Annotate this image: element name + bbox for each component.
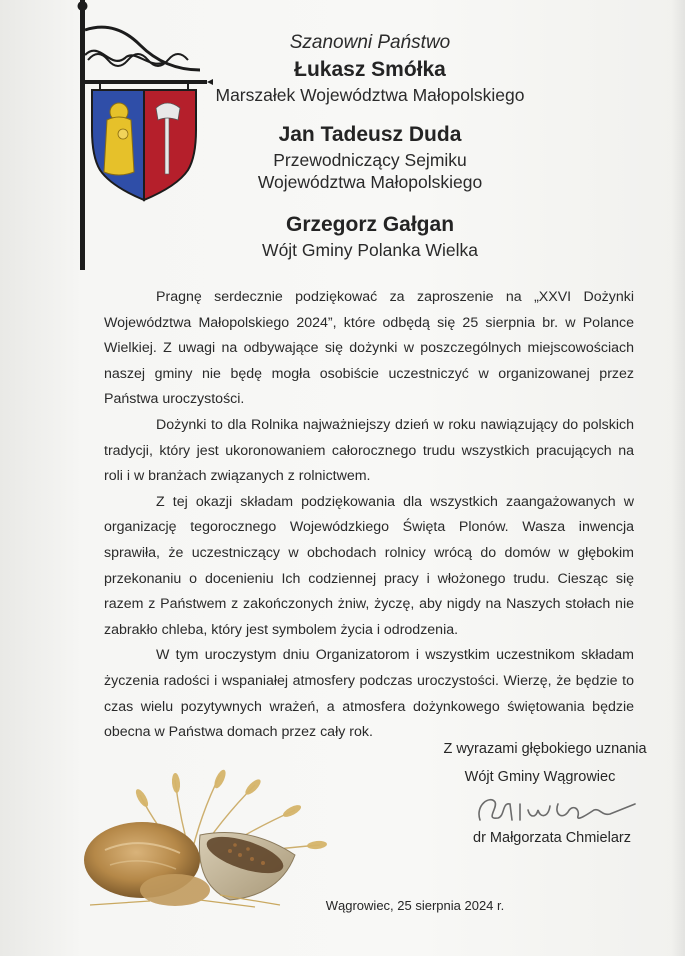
bread-and-wheat-icon bbox=[80, 765, 340, 915]
place-and-date: Wągrowiec, 25 sierpnia 2024 r. bbox=[325, 898, 505, 913]
recipient-block-1 bbox=[205, 58, 535, 106]
body-paragraph: Pragnę serdecznie podziękować za zaproszenie na „XXVI Dożynki Województwa Małopolskiego 2024”, które odbędą się 25 sierpnia br. w Polance Wielkiej. Z uwagi na odbywające się dożynki w poszczególnych miejscowościach naszej gminy nie będę mogła osobiście uczestniczyć w organizowanej przez Państwa uroczystości. bbox=[104, 289, 634, 408]
body-paragraph: Z tej okazji składam podziękowania dla wszystkich zaangażowanych w organizację tegorocznego Wojewódzkiego Święta Plonów. Wasza inwencja sprawiła, że uczestniczący w obchodach rolnicy wrócą do domów w głębokim przekonaniu o docenieniu Ich codziennej pracy i włożonego trudu. Ciesząc się razem z Państwem z zakończonych żniw, życzę, aby nigdy na Naszych stołach nie zabrakło chleba, który jest symbolem życia i odrodzenia. bbox=[104, 493, 634, 638]
closing-regards: Z wyrazami głębokiego uznania bbox=[443, 741, 647, 757]
recipient-role: Wójt Gminy Polanka Wielka bbox=[262, 240, 478, 260]
recipient-block-2 bbox=[205, 123, 535, 193]
handwritten-signature-icon bbox=[470, 790, 640, 830]
recipient-role: Marszałek Województwa Małopolskiego bbox=[215, 85, 525, 105]
recipient-role: Województwa Małopolskiego bbox=[257, 172, 483, 192]
recipient-block-3 bbox=[205, 213, 535, 261]
recipient-name: Jan Tadeusz Duda bbox=[278, 123, 462, 146]
recipient-role: Przewodniczący Sejmiku bbox=[273, 150, 467, 170]
page-edge-shadow bbox=[671, 0, 685, 956]
recipient-name: Łukasz Smółka bbox=[294, 58, 446, 81]
coat-of-arms-sign-icon bbox=[70, 0, 215, 270]
letter-body bbox=[104, 285, 634, 746]
recipient-name: Grzegorz Gałgan bbox=[285, 213, 455, 236]
sender-title: Wójt Gminy Wągrowiec bbox=[464, 769, 616, 785]
signatory-name: dr Małgorzata Chmielarz bbox=[473, 830, 631, 846]
body-paragraph: W tym uroczystym dniu Organizatorom i wszystkim uczestnikom składam życzenia radości i wspaniałej atmosfery podczas uroczystości. Wierzę, że będzie to czas wielu pozytywnych wrażeń, a atmosfera dożynkowego świętowania będzie obecna w Państwa domach przez cały rok. bbox=[104, 647, 634, 741]
body-paragraph: Dożynki to dla Rolnika najważniejszy dzień w roku nawiązujący do polskich tradycji, który jest ukoronowaniem całorocznego trudu wszystkich pracujących na roli i w branżach związanych z rolnictwem. bbox=[104, 416, 634, 485]
greeting: Szanowni Państwo bbox=[289, 32, 451, 53]
